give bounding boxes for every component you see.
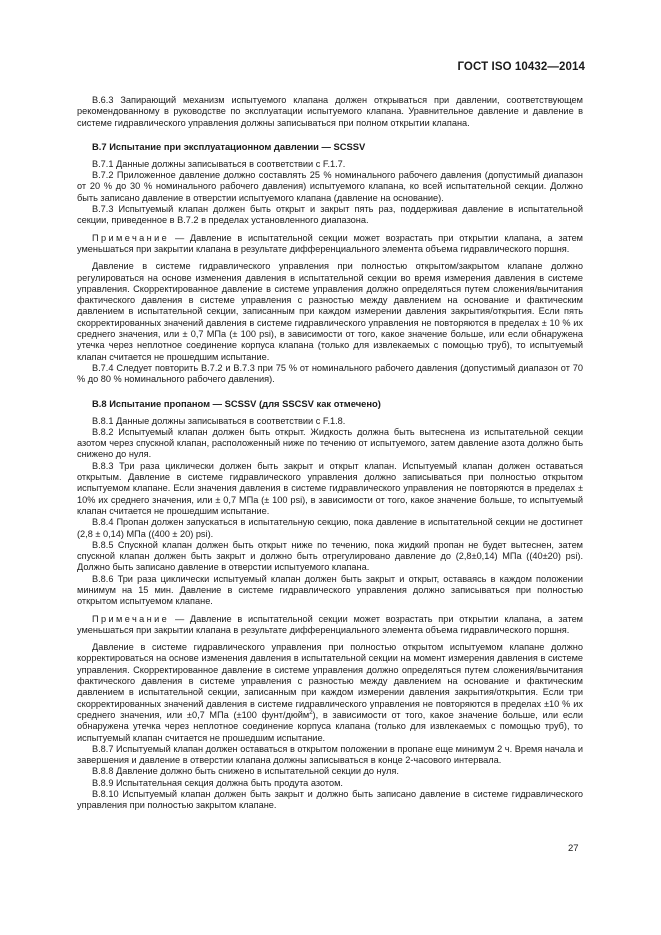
paragraph-b87: В.8.7 Испытуемый клапан должен оставаться в открытом положении в пропане еще минимум 2 ч. Время начала и завершения и давление в отверстии клапана должны записываться в конце 2-часового интервала. — [77, 743, 583, 766]
note-label: Примечание — [92, 613, 170, 624]
paragraph-b83: В.8.3 Три раза циклически должен быть закрыт и открыт клапан. Испытуемый клапан должен оставаться открытым. Давление в системе гидравлического управления должно записываться при полностью открытом испытуемом клапане. Если значения давления в системе гидравлического управления не повторяются в пределах ± 10% их среднего значения, или ± 0,7 МПа (± 100 psi), в зависимости от того, какое значение больше, то испытуемый клапан считается не прошедшим испытание. — [77, 460, 583, 516]
paragraph-b73: В.7.3 Испытуемый клапан должен быть открыт и закрыт пять раз, поддерживая давление в испытательной секции, приведенное в В.7.2 в пределах установленного диапазона. — [77, 204, 583, 226]
page-number: 27 — [568, 843, 579, 854]
paragraph-b74: В.7.4 Следует повторить В.7.2 и В.7.3 при 75 % от номинального рабочего давления (допустимый диапазон от 70 % до 80 % номинального рабочего давления). — [77, 362, 583, 385]
superscript: 2 — [309, 709, 313, 716]
paragraph-b8-pressure — [77, 642, 583, 744]
document-body — [77, 95, 583, 812]
paragraph-b86: В.8.6 Три раза циклически испытуемый клапан должен быть закрыт и открыт, оставаясь в каждом положении минимум на 15 мин. Давление в системе гидравлического управления должно записываться при полностью открытом испытуемом клапане. — [77, 573, 583, 607]
paragraph-b84: В.8.4 Пропан должен запускаться в испытательную секцию, пока давление в испытательной секции не достигнет (2,8 ± 0,14) МПа ((400 ± 20) psi). — [77, 517, 583, 539]
paragraph-b88: В.8.8 Давление должно быть снижено в испытательной секции до нуля. — [92, 766, 399, 777]
text-part: ), в зависимости от того, какое значение больше, или если обнаружена утечка через неплотное соединение корпуса клапана (только для извлекаемых с помощью труб), то испытуемый клапан считается не прошедшим испытание. — [77, 709, 584, 743]
section-b8-title: В.8 Испытание пропаном — SCSSV (для SSCSV как отмечено) — [92, 397, 381, 409]
paragraph-b71: В.7.1 Данные должны записываться в соответствии с F.1.7. — [92, 158, 346, 169]
paragraph-b63: В.6.3 Запирающий механизм испытуемого клапана должен открываться при давлении, соответствующем рекомендованному в руководстве по эксплуатации испытуемого клапана. Уравнительное давление и давление в системе гидравлического управления должны записываться при полном открытии клапана. — [77, 95, 583, 128]
note-text: — Давление в испытательной секции может возрастать при открытии клапана, а затем уменьшаться при закрытии клапана в результате дифференциального элемента объема гидравлического поршня. — [77, 232, 583, 254]
note-2 — [77, 614, 583, 637]
paragraph-b81: В.8.1 Данные должны записываться в соответствии с F.1.8. — [92, 415, 346, 426]
paragraph-b82: В.8.2 Испытуемый клапан должен быть открыт. Жидкость должна быть вытеснена из испытательной секции азотом через спускной клапан, расположенный ниже по течению от испытуемого, затем давление азота должно быть снижено до нуля. — [77, 426, 583, 460]
section-b7-title: В.7 Испытание при эксплуатационном давлении — SCSSV — [92, 140, 366, 152]
text-part: Давление в системе гидравлического управления при полностью открытом испытуемом клапане должно корректироваться на основе изменения давления в испытательной секции на момент измерения давления в системе управления. Скорректированное давление в системе управления должно определяться путем сложения/вычитания фактического давления в системе управления с разностью между давлением на основание и фактическим давлением в испытательной секции, записанным при каждом измерении давления закрытия/открытия. Если три скорректированных значений давления в системе гидравлического управления не повторяются в пределах ±10 % их среднего значения, или ±0,7 МПа (±100 фунт/дюйм — [77, 642, 583, 720]
paragraph-b85: В.8.5 Спускной клапан должен быть открыт ниже по течению, пока жидкий пропан не будет вытеснен, затем спускной клапан должен быть закрыт и должно быть отрегулировано давление до (2,8±0,14) МПа ((40±20) psi). Должно быть записано давление в отверстии испытуемого клапана. — [77, 539, 583, 573]
note-label: Примечание — [92, 232, 170, 243]
paragraph-b7-pressure: Давление в системе гидравлического управления при полностью открытом/закрытом клапане должно регулироваться на основе изменения давления в испытательной секции во время измерения давления в системе управления. Скорректированное давление в системе управления должно определяться путем сложения/вычитания фактического давления в системе управления с разностью между давлением на основание и фактическим давлением в испытательной секции, записанным при каждом измерении давления закрытия/открытия. Если пять скорректированных значений давления в системе гидравлического управления не повторяются в пределах ± 10 % их среднего значения, или ± 0,7 МПа (± 100 psi), в зависимости от того, какое значение больше, или если обнаружена утечка через неплотное соединение корпуса клапана (только для извлекаемых с помощью труб), то испытуемый клапан считается не прошедшим испытание. — [77, 261, 583, 362]
note-1 — [77, 233, 583, 256]
paragraph-b72: В.7.2 Приложенное давление должно составлять 25 % номинального рабочего давления (допустимый диапазон от 20 % до 30 % номинального рабочего давления) испытуемого клапана, ко всей испытательной секции. Должно быть записано давление в отверстии испытуемого клапана (давление на основание). — [77, 170, 583, 203]
note-text: — Давление в испытательной секции может возрастать при открытии клапана, а затем уменьшаться при закрытии клапана в результате дифференциального элемента объема гидравлического поршня. — [77, 613, 583, 635]
paragraph-b810: В.8.10 Испытуемый клапан должен быть закрыт и должно быть записано давление в системе гидравлического управления при полностью закрытом клапане. — [77, 789, 583, 811]
document-header: ГОСТ ISO 10432—2014 — [457, 61, 585, 73]
paragraph-b89: В.8.9 Испытательная секция должна быть продута азотом. — [92, 777, 343, 788]
